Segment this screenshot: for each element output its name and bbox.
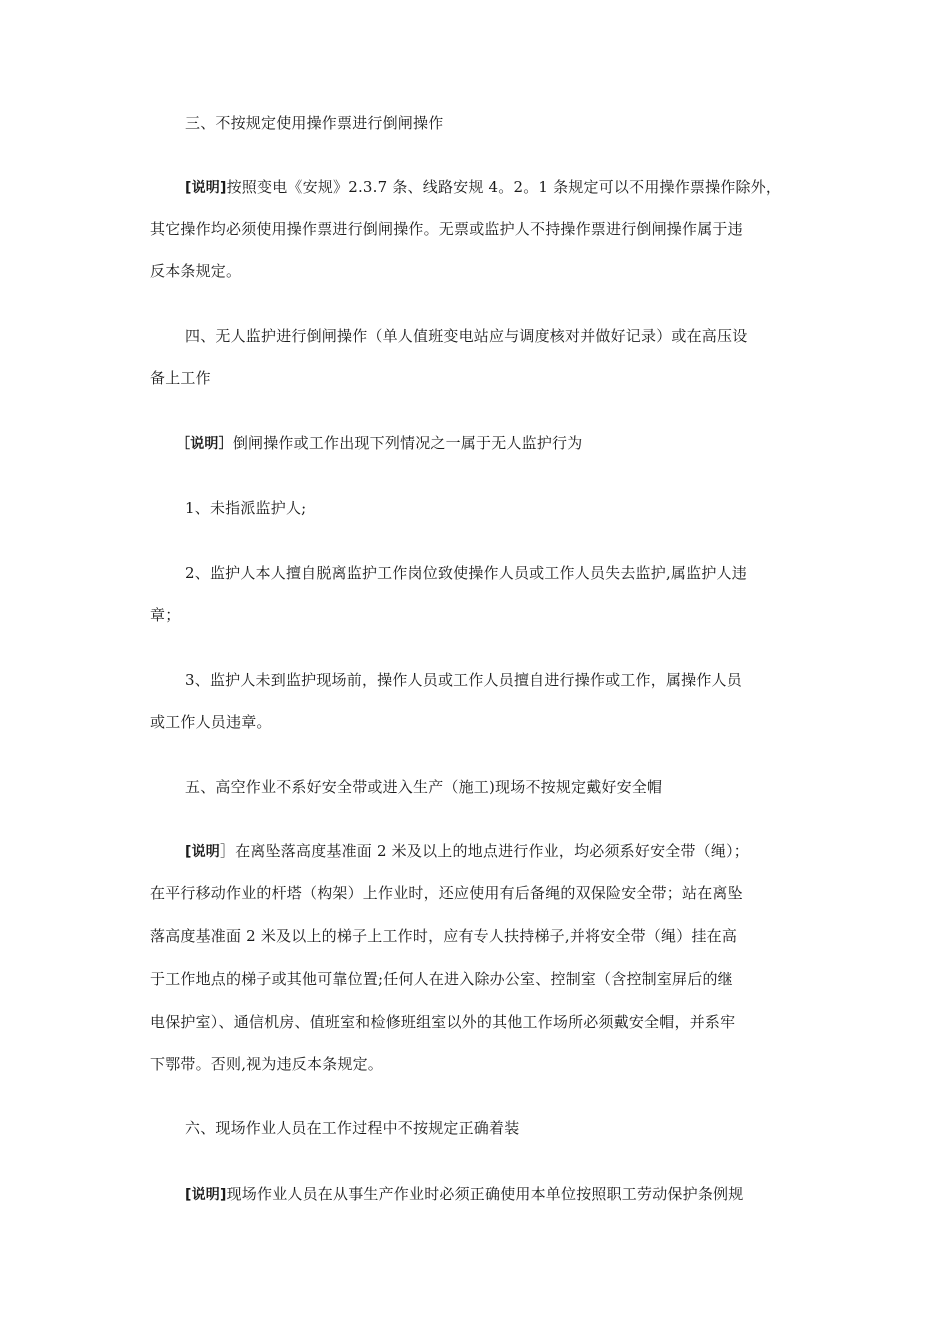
line-text: 在平行移动作业的杆塔（构架）上作业时，还应使用有后备绳的双保险安全带；站在离坠 bbox=[150, 884, 743, 902]
line-text: 1、未指派监护人; bbox=[185, 499, 307, 517]
line-text: 反本条规定。 bbox=[150, 262, 242, 280]
heading-3 bbox=[185, 112, 815, 134]
note-3-line-1 bbox=[185, 176, 815, 199]
heading-4-line-2 bbox=[150, 367, 815, 389]
item-3-line-2 bbox=[150, 711, 815, 733]
item-1 bbox=[185, 497, 815, 519]
line-text: 备上工作 bbox=[150, 369, 211, 387]
line-text: 六、现场作业人员在工作过程中不按规定正确着装 bbox=[185, 1119, 520, 1137]
line-text: 四、无人监护进行倒闸操作（单人值班变电站应与调度核对并做好记录）或在高压设 bbox=[185, 327, 748, 345]
line-text: 落高度基准面 2 米及以上的梯子上工作时，应有专人扶持梯子,并将安全带（绳）挂在高 bbox=[150, 927, 738, 945]
line-text: ］在离坠落高度基准面 2 米及以上的地点进行作业，均必须系好安全带（绳）； bbox=[220, 842, 749, 860]
line-text: 倒闸操作或工作出现下列情况之一属于无人监护行为 bbox=[232, 434, 583, 452]
line-text: 按照变电《安规》2.3.7 条、线路安规 4。2。1 条规定可以不用操作票操作除外， bbox=[226, 178, 782, 196]
line-text: 现场作业人员在从事生产作业时必须正确使用本单位按照职工劳动保护条例规 bbox=[226, 1185, 744, 1203]
note-3-line-2 bbox=[150, 218, 815, 240]
note-tag: [说明] bbox=[185, 1187, 227, 1203]
line-text: 下鄂带。否则,视为违反本条规定。 bbox=[150, 1055, 383, 1073]
item-3-line-1 bbox=[185, 669, 815, 691]
note-5-line-3 bbox=[150, 925, 815, 947]
line-text: 其它操作均必须使用操作票进行倒闸操作。无票或监护人不持操作票进行倒闸操作属于违 bbox=[150, 220, 743, 238]
note-tag: [说明 bbox=[185, 844, 220, 860]
note-tag: [说明] bbox=[185, 180, 227, 196]
line-text: 于工作地点的梯子或其他可靠位置;任何人在进入除办公室、控制室（含控制室屏后的继 bbox=[150, 970, 733, 988]
note-5-line-4 bbox=[150, 968, 815, 990]
heading-4-line-1 bbox=[185, 325, 815, 347]
note-4 bbox=[176, 432, 841, 455]
line-text: 2、监护人本人擅自脱离监护工作岗位致使操作人员或工作人员失去监护,属监护人违 bbox=[185, 564, 747, 582]
line-text: 3、监护人未到监护现场前，操作人员或工作人员擅自进行操作或工作，属操作人员 bbox=[185, 671, 742, 689]
note-3-line-3 bbox=[150, 260, 815, 282]
heading-5 bbox=[185, 776, 815, 798]
line-text: 五、高空作业不系好安全带或进入生产（施工)现场不按规定戴好安全帽 bbox=[185, 778, 663, 796]
note-5-line-1 bbox=[185, 840, 815, 863]
note-5-line-6 bbox=[150, 1053, 815, 1075]
line-text: 三、不按规定使用操作票进行倒闸操作 bbox=[185, 114, 444, 132]
note-tag: ［说明］ bbox=[176, 436, 233, 452]
line-text: 章； bbox=[150, 606, 181, 624]
item-2-line-2 bbox=[150, 604, 815, 626]
line-text: 电保护室）、通信机房、值班室和检修班组室以外的其他工作场所必须戴安全帽，并系牢 bbox=[150, 1013, 736, 1031]
line-text: 或工作人员违章。 bbox=[150, 713, 272, 731]
item-2-line-1 bbox=[185, 562, 815, 584]
note-6-line-1 bbox=[185, 1183, 815, 1206]
note-5-line-5 bbox=[150, 1011, 815, 1033]
heading-6 bbox=[185, 1117, 815, 1139]
note-5-line-2 bbox=[150, 882, 815, 904]
